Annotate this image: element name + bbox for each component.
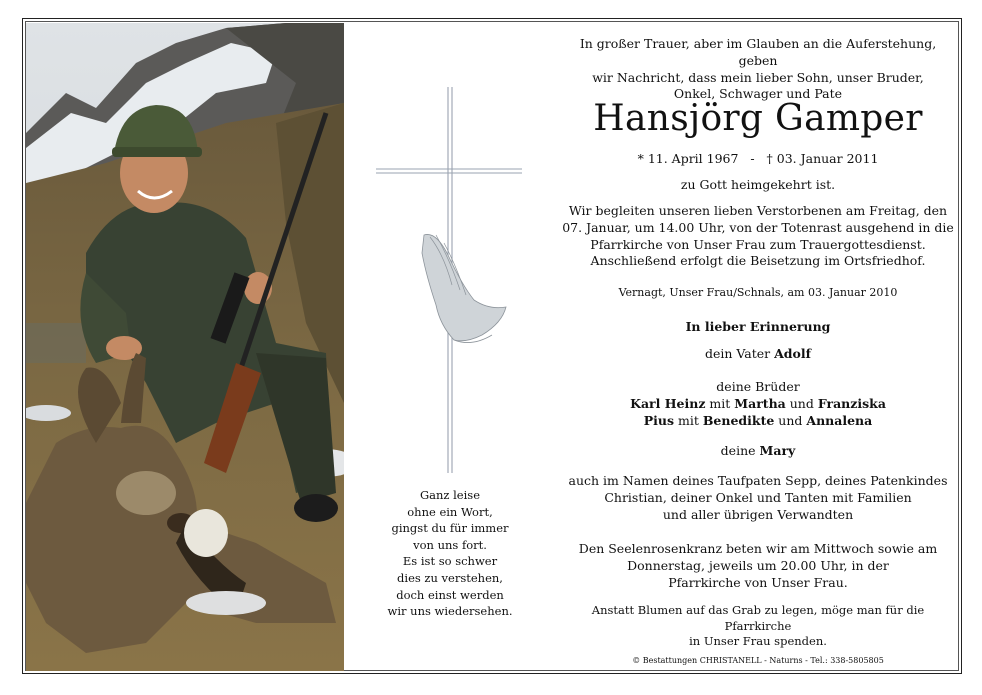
death-date: † 03. Januar 2011 <box>766 151 879 166</box>
undertaker-footer: © Bestattungen CHRISTANELL - Naturns - Tel.: 338-5805805 <box>632 656 884 665</box>
place-and-date: Vernagt, Unser Frau/Schnals, am 03. Januar 2010 <box>618 286 898 299</box>
father-line <box>560 346 956 363</box>
poem-line: ohne ein Wort, <box>407 504 493 519</box>
intro-paragraph <box>560 36 956 103</box>
funeral-line: Pfarrkirche von Unser Frau zum Trauergottesdienst. <box>590 236 926 252</box>
brother-name: Karl Heinz <box>630 395 706 411</box>
portrait-photo <box>26 23 344 671</box>
memory-title: In lieber Erinnerung <box>685 319 831 334</box>
poem-line: Es ist so schwer <box>402 554 498 569</box>
rosary-line: Donnerstag, jeweils um 20.00 Uhr, in der <box>627 557 889 573</box>
relatives-line: und aller übrigen Verwandten <box>662 506 854 522</box>
father-name: Adolf <box>774 346 812 361</box>
mary-prefix: deine <box>720 443 756 458</box>
poem-line: von uns fort. <box>413 537 487 552</box>
connector: mit <box>678 412 699 428</box>
funeral-line: Wir begleiten unseren lieben Verstorbenen am Freitag, den <box>568 203 948 218</box>
intro-line: Onkel, Schwager und Pate <box>673 86 843 102</box>
poem-line: dies zu verstehen, <box>397 570 503 585</box>
brothers-line-1 <box>560 396 956 413</box>
mary-name: Mary <box>759 443 796 458</box>
father-prefix: dein Vater <box>704 346 771 361</box>
poem-line: wir uns wiedersehen. <box>387 604 513 619</box>
rosary-line: Den Seelenrosenkranz beten wir am Mittwoch sowie am <box>578 541 938 556</box>
spouse-name: Benedikte <box>702 412 775 428</box>
mary-line <box>560 443 956 460</box>
poem-line: Ganz leise <box>419 488 481 502</box>
brothers-block <box>560 379 956 429</box>
flowers-paragraph <box>560 603 956 650</box>
funeral-line: 07. Januar, um 14.00 Uhr, von der Totenrast ausgehend in die <box>562 219 954 235</box>
flowers-line: in Unser Frau spenden. <box>689 634 827 648</box>
birth-date: * 11. April 1967 <box>637 151 739 166</box>
relatives-line: auch im Namen deines Taufpaten Sepp, deines Patenkindes <box>568 473 948 488</box>
middle-column <box>344 23 556 671</box>
connector: und <box>778 412 803 428</box>
cross-icon <box>374 85 524 475</box>
poem-line: doch einst werden <box>396 587 504 602</box>
connector: und <box>789 395 814 411</box>
date-separator: - <box>750 151 755 166</box>
connector: mit <box>709 395 731 411</box>
funeral-paragraph <box>560 203 956 270</box>
intro-line: In großer Trauer, aber im Glauben an die Auferstehung, geben <box>579 36 937 68</box>
praying-hands-icon <box>422 234 506 342</box>
brother-name: Pius <box>643 412 675 428</box>
poem <box>344 487 556 620</box>
flowers-line: Anstatt Blumen auf das Grab zu legen, möge man für die Pfarrkirche <box>591 603 925 633</box>
brothers-line-2 <box>560 413 956 430</box>
spouse-name: Martha <box>734 395 786 411</box>
funeral-line: Anschließend erfolgt die Beisetzung im Ortsfriedhof. <box>590 253 926 269</box>
poem-line: gingst du für immer <box>391 521 509 536</box>
rosary-line: Pfarrkirche von Unser Frau. <box>668 574 848 590</box>
returned-home-text: zu Gott heimgekehrt ist. <box>680 177 836 192</box>
relatives-line: Christian, deiner Onkel und Tanten mit Familien <box>604 489 912 505</box>
brothers-title: deine Brüder <box>716 379 800 394</box>
rosary-paragraph <box>560 541 956 591</box>
child-name: Franziska <box>817 395 886 411</box>
relatives-paragraph <box>560 473 956 523</box>
life-dates <box>560 151 956 168</box>
child-name: Annalena <box>806 412 873 428</box>
deceased-name: Hansjörg Gamper <box>593 98 923 139</box>
intro-line: wir Nachricht, dass mein lieber Sohn, unser Bruder, <box>592 69 924 85</box>
